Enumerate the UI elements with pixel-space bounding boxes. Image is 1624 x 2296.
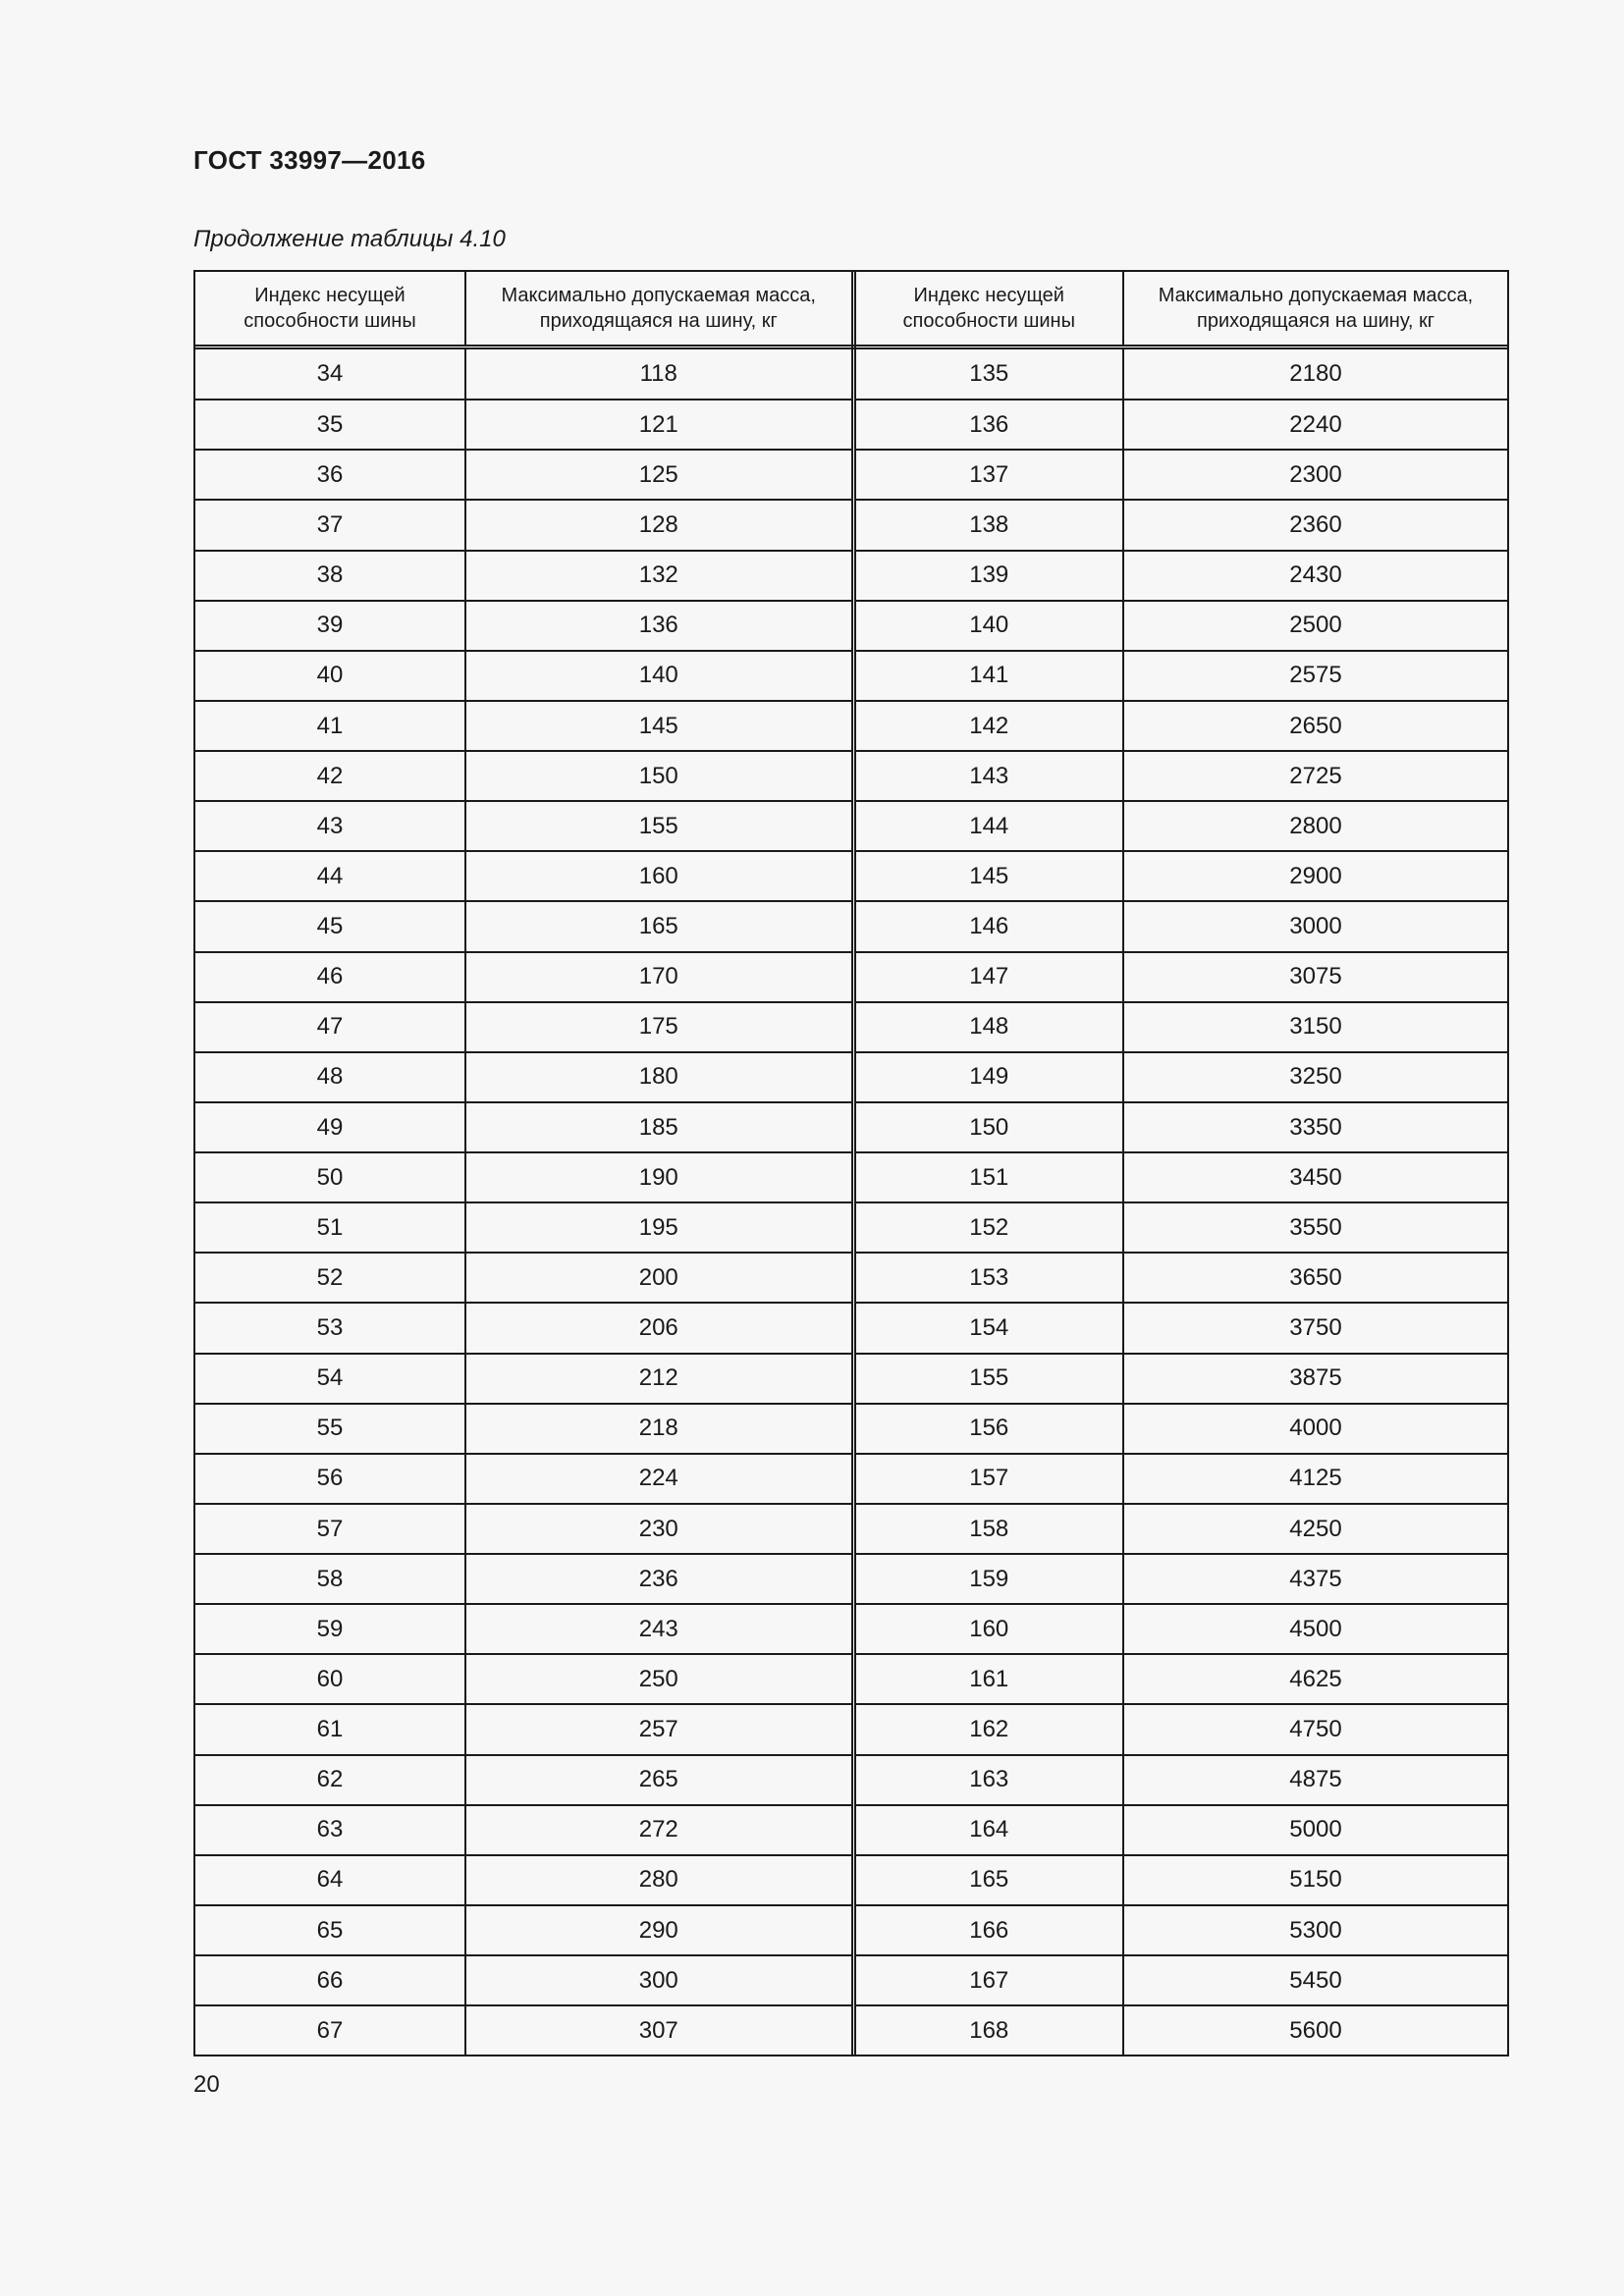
table-row — [195, 1002, 1507, 1052]
cell-max-mass: 128 — [465, 500, 853, 550]
cell-max-mass: 5300 — [1123, 1905, 1507, 1955]
cell-load-index: 153 — [853, 1253, 1123, 1303]
table-row — [195, 347, 1507, 400]
cell-max-mass: 170 — [465, 952, 853, 1002]
cell-load-index: 149 — [853, 1052, 1123, 1102]
column-header-max-mass: Максимально допускаемая масса, приходящаяся на шину, кг — [465, 272, 853, 347]
cell-load-index: 40 — [195, 651, 465, 701]
cell-load-index: 167 — [853, 1955, 1123, 2005]
table-row — [195, 1704, 1507, 1754]
table-row — [195, 1955, 1507, 2005]
cell-max-mass: 2800 — [1123, 801, 1507, 851]
cell-load-index: 51 — [195, 1202, 465, 1253]
table-row — [195, 551, 1507, 601]
cell-max-mass: 3650 — [1123, 1253, 1507, 1303]
load-index-table — [193, 270, 1509, 2056]
cell-max-mass: 4000 — [1123, 1404, 1507, 1454]
table-row — [195, 1253, 1507, 1303]
cell-max-mass: 185 — [465, 1102, 853, 1152]
table-row — [195, 851, 1507, 901]
cell-load-index: 57 — [195, 1504, 465, 1554]
cell-load-index: 156 — [853, 1404, 1123, 1454]
cell-load-index: 37 — [195, 500, 465, 550]
cell-max-mass: 150 — [465, 751, 853, 801]
cell-max-mass: 250 — [465, 1654, 853, 1704]
cell-load-index: 55 — [195, 1404, 465, 1454]
cell-max-mass: 2300 — [1123, 450, 1507, 500]
cell-max-mass: 3250 — [1123, 1052, 1507, 1102]
cell-load-index: 53 — [195, 1303, 465, 1353]
cell-max-mass: 212 — [465, 1354, 853, 1404]
cell-max-mass: 236 — [465, 1554, 853, 1604]
cell-max-mass: 5600 — [1123, 2005, 1507, 2055]
cell-load-index: 140 — [853, 601, 1123, 651]
cell-max-mass: 195 — [465, 1202, 853, 1253]
cell-max-mass: 272 — [465, 1805, 853, 1855]
table-row — [195, 1152, 1507, 1202]
cell-load-index: 45 — [195, 901, 465, 951]
table-row — [195, 500, 1507, 550]
cell-max-mass: 118 — [465, 347, 853, 400]
column-header-load-index: Индекс несущей способности шины — [195, 272, 465, 347]
table-row — [195, 801, 1507, 851]
cell-max-mass: 155 — [465, 801, 853, 851]
cell-max-mass: 4750 — [1123, 1704, 1507, 1754]
cell-max-mass: 200 — [465, 1253, 853, 1303]
cell-max-mass: 218 — [465, 1404, 853, 1454]
cell-load-index: 161 — [853, 1654, 1123, 1704]
cell-load-index: 47 — [195, 1002, 465, 1052]
cell-load-index: 159 — [853, 1554, 1123, 1604]
table-row — [195, 1454, 1507, 1504]
cell-load-index: 54 — [195, 1354, 465, 1404]
cell-load-index: 157 — [853, 1454, 1123, 1504]
cell-max-mass: 165 — [465, 901, 853, 951]
cell-max-mass: 4375 — [1123, 1554, 1507, 1604]
table-row — [195, 701, 1507, 751]
cell-max-mass: 136 — [465, 601, 853, 651]
table-row — [195, 1755, 1507, 1805]
cell-max-mass: 5450 — [1123, 1955, 1507, 2005]
table-row — [195, 1554, 1507, 1604]
column-header-max-mass: Максимально допускаемая масса, приходящаяся на шину, кг — [1123, 272, 1507, 347]
cell-max-mass: 125 — [465, 450, 853, 500]
table-row — [195, 1805, 1507, 1855]
cell-load-index: 137 — [853, 450, 1123, 500]
cell-load-index: 162 — [853, 1704, 1123, 1754]
table-row — [195, 1654, 1507, 1704]
cell-max-mass: 3075 — [1123, 952, 1507, 1002]
table-body — [195, 347, 1507, 2056]
cell-max-mass: 3750 — [1123, 1303, 1507, 1353]
cell-load-index: 46 — [195, 952, 465, 1002]
cell-max-mass: 3350 — [1123, 1102, 1507, 1152]
table-row — [195, 901, 1507, 951]
cell-max-mass: 2575 — [1123, 651, 1507, 701]
cell-max-mass: 4500 — [1123, 1604, 1507, 1654]
cell-load-index: 151 — [853, 1152, 1123, 1202]
cell-load-index: 163 — [853, 1755, 1123, 1805]
cell-max-mass: 2650 — [1123, 701, 1507, 751]
cell-load-index: 138 — [853, 500, 1123, 550]
cell-max-mass: 224 — [465, 1454, 853, 1504]
cell-max-mass: 265 — [465, 1755, 853, 1805]
cell-max-mass: 190 — [465, 1152, 853, 1202]
cell-load-index: 63 — [195, 1805, 465, 1855]
page-number: 20 — [193, 2071, 220, 2098]
cell-load-index: 50 — [195, 1152, 465, 1202]
cell-load-index: 62 — [195, 1755, 465, 1805]
table-row — [195, 1905, 1507, 1955]
cell-max-mass: 3550 — [1123, 1202, 1507, 1253]
cell-load-index: 48 — [195, 1052, 465, 1102]
cell-load-index: 144 — [853, 801, 1123, 851]
cell-max-mass: 5150 — [1123, 1855, 1507, 1905]
cell-load-index: 34 — [195, 347, 465, 400]
cell-max-mass: 307 — [465, 2005, 853, 2055]
cell-load-index: 146 — [853, 901, 1123, 951]
cell-max-mass: 300 — [465, 1955, 853, 2005]
cell-load-index: 35 — [195, 400, 465, 450]
cell-load-index: 39 — [195, 601, 465, 651]
cell-max-mass: 140 — [465, 651, 853, 701]
cell-max-mass: 2180 — [1123, 347, 1507, 400]
table-row — [195, 651, 1507, 701]
cell-load-index: 150 — [853, 1102, 1123, 1152]
cell-max-mass: 2360 — [1123, 500, 1507, 550]
cell-load-index: 142 — [853, 701, 1123, 751]
cell-load-index: 160 — [853, 1604, 1123, 1654]
cell-max-mass: 4875 — [1123, 1755, 1507, 1805]
cell-max-mass: 3000 — [1123, 901, 1507, 951]
cell-max-mass: 206 — [465, 1303, 853, 1353]
cell-load-index: 148 — [853, 1002, 1123, 1052]
cell-load-index: 41 — [195, 701, 465, 751]
cell-load-index: 139 — [853, 551, 1123, 601]
cell-max-mass: 2500 — [1123, 601, 1507, 651]
cell-max-mass: 257 — [465, 1704, 853, 1754]
cell-max-mass: 3150 — [1123, 1002, 1507, 1052]
cell-load-index: 145 — [853, 851, 1123, 901]
table-row — [195, 1404, 1507, 1454]
table-row — [195, 400, 1507, 450]
cell-load-index: 43 — [195, 801, 465, 851]
table-row — [195, 1604, 1507, 1654]
cell-max-mass: 4125 — [1123, 1454, 1507, 1504]
cell-max-mass: 2240 — [1123, 400, 1507, 450]
table-row — [195, 1855, 1507, 1905]
cell-load-index: 165 — [853, 1855, 1123, 1905]
table-row — [195, 450, 1507, 500]
cell-load-index: 58 — [195, 1554, 465, 1604]
cell-load-index: 152 — [853, 1202, 1123, 1253]
cell-max-mass: 175 — [465, 1002, 853, 1052]
cell-max-mass: 132 — [465, 551, 853, 601]
table-row — [195, 1504, 1507, 1554]
cell-max-mass: 121 — [465, 400, 853, 450]
document-code: ГОСТ 33997—2016 — [193, 145, 426, 175]
table-row — [195, 1202, 1507, 1253]
cell-load-index: 38 — [195, 551, 465, 601]
cell-load-index: 67 — [195, 2005, 465, 2055]
table-row — [195, 2005, 1507, 2055]
cell-max-mass: 180 — [465, 1052, 853, 1102]
cell-max-mass: 3875 — [1123, 1354, 1507, 1404]
cell-load-index: 49 — [195, 1102, 465, 1152]
cell-load-index: 44 — [195, 851, 465, 901]
cell-load-index: 147 — [853, 952, 1123, 1002]
cell-max-mass: 2430 — [1123, 551, 1507, 601]
table-row — [195, 1052, 1507, 1102]
cell-load-index: 168 — [853, 2005, 1123, 2055]
cell-load-index: 155 — [853, 1354, 1123, 1404]
cell-max-mass: 5000 — [1123, 1805, 1507, 1855]
cell-load-index: 166 — [853, 1905, 1123, 1955]
cell-max-mass: 160 — [465, 851, 853, 901]
cell-max-mass: 243 — [465, 1604, 853, 1654]
cell-max-mass: 4625 — [1123, 1654, 1507, 1704]
cell-max-mass: 280 — [465, 1855, 853, 1905]
cell-load-index: 42 — [195, 751, 465, 801]
cell-load-index: 61 — [195, 1704, 465, 1754]
cell-max-mass: 2725 — [1123, 751, 1507, 801]
cell-load-index: 66 — [195, 1955, 465, 2005]
cell-max-mass: 4250 — [1123, 1504, 1507, 1554]
table-row — [195, 751, 1507, 801]
cell-load-index: 136 — [853, 400, 1123, 450]
table-row — [195, 1303, 1507, 1353]
table-row — [195, 601, 1507, 651]
cell-max-mass: 230 — [465, 1504, 853, 1554]
cell-load-index: 36 — [195, 450, 465, 500]
cell-load-index: 65 — [195, 1905, 465, 1955]
table-row — [195, 1354, 1507, 1404]
table-header-row — [195, 272, 1507, 347]
cell-max-mass: 2900 — [1123, 851, 1507, 901]
cell-load-index: 59 — [195, 1604, 465, 1654]
cell-load-index: 56 — [195, 1454, 465, 1504]
cell-load-index: 64 — [195, 1855, 465, 1905]
table-row — [195, 1102, 1507, 1152]
cell-load-index: 52 — [195, 1253, 465, 1303]
table-row — [195, 952, 1507, 1002]
cell-max-mass: 3450 — [1123, 1152, 1507, 1202]
cell-load-index: 164 — [853, 1805, 1123, 1855]
cell-load-index: 60 — [195, 1654, 465, 1704]
cell-load-index: 143 — [853, 751, 1123, 801]
cell-load-index: 135 — [853, 347, 1123, 400]
table-caption: Продолжение таблицы 4.10 — [193, 226, 506, 252]
column-header-load-index: Индекс несущей способности шины — [853, 272, 1123, 347]
cell-load-index: 154 — [853, 1303, 1123, 1353]
cell-load-index: 141 — [853, 651, 1123, 701]
cell-max-mass: 290 — [465, 1905, 853, 1955]
cell-max-mass: 145 — [465, 701, 853, 751]
cell-load-index: 158 — [853, 1504, 1123, 1554]
